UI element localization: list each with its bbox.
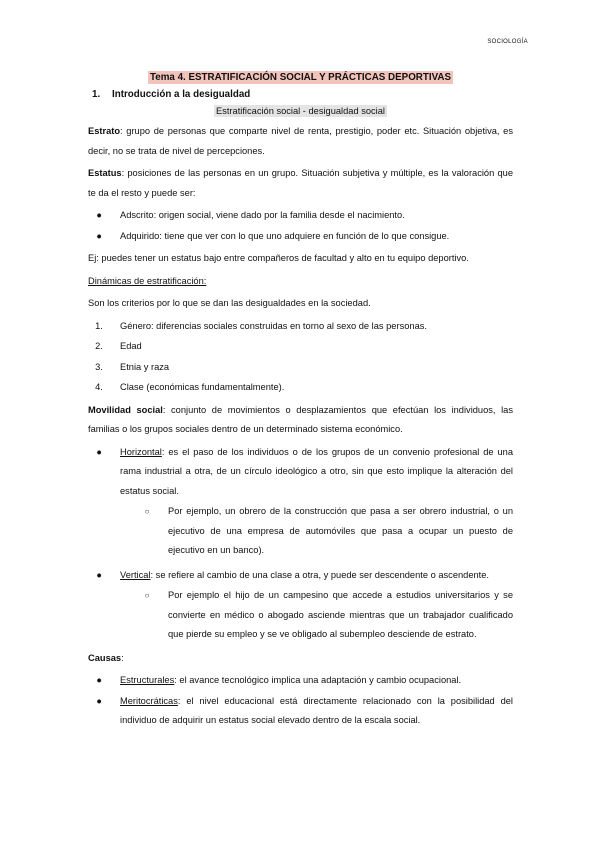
list-item: 4. Clase (económicas fundamentalmente).: [95, 382, 285, 392]
bullet-icon: ●: [96, 446, 102, 457]
estatus-paragraph: Estatus: posiciones de las personas en un grupo. Situación subjetiva y múltiple, es la valoración que te da el resto y puede ser:: [88, 168, 513, 198]
list-item: ● Adscrito: origen social, viene dado por la familia desde el nacimiento.: [88, 206, 513, 226]
list-item: ○ Por ejemplo, un obrero de la construcción que pasa a ser obrero industrial, o un ejecutivo de una empresa de automóviles que pasa a ocupar un puesto de ejecutivo en un banco).: [88, 502, 513, 561]
dinamicas-intro: Son los criterios por lo que se dan las desigualdades en la sociedad.: [88, 298, 371, 308]
list-item: ● Vertical: se refiere al cambio de una clase a otra, y puede ser descendente o ascendente.: [88, 566, 513, 586]
list-item: ● Meritocráticas: el nivel educacional está directamente relacionado con la posibilidad del individuo de adquirir un estatus social elevado dentro de la escala social.: [88, 692, 513, 731]
list-item: 1. Género: diferencias sociales construidas en torno al sexo de las personas.: [95, 320, 427, 331]
section-heading: 1. Introducción a la desigualdad: [92, 89, 251, 100]
bullet-icon: ●: [96, 230, 102, 241]
document-title: Tema 4. ESTRATIFICACIÓN SOCIAL Y PRÁCTICAS DEPORTIVAS: [149, 72, 452, 83]
list-item: ○ Por ejemplo el hijo de un campesino que accede a estudios universitarios y se convierte en médico o abogado asciende mientras que un trabajador cualificado que pierde su empleo y se ve obligado al subempleo desciende de estrato.: [88, 586, 513, 645]
bullet-icon: ●: [96, 210, 102, 220]
bullet-icon: ●: [96, 569, 102, 580]
dinamicas-list: [88, 317, 513, 398]
example-paragraph: Ej: puedes tener un estatus bajo entre compañeros de facultad y alto en tu equipo deportivo.: [88, 253, 469, 263]
list-item: ● Horizontal: es el paso de los individuos o de los grupos de un convenio profesional de una rama industrial a otra, de un círculo ideológico a otro, sin que esto implique la alteración del estatus social.: [88, 443, 513, 502]
causas-heading: Causas:: [88, 652, 124, 663]
estrato-paragraph: Estrato: grupo de personas que comparte nivel de renta, prestigio, poder etc. Situación objetiva, es decir, no se trata de nivel de percepciones.: [88, 126, 513, 156]
circle-bullet-icon: ○: [144, 591, 150, 600]
causas-list: [88, 671, 513, 731]
movilidad-list: [88, 443, 513, 645]
estatus-list: [88, 206, 513, 246]
movilidad-paragraph: Movilidad social: conjunto de movimientos o desplazamientos que efectúan los individuos, las familias o los grupos sociales dentro de un determinado sistema económico.: [88, 404, 513, 434]
bullet-icon: ●: [96, 675, 102, 685]
document-body: [88, 72, 513, 734]
bullet-icon: ●: [96, 695, 102, 706]
list-item: ● Estructurales: el avance tecnológico implica una adaptación y cambio ocupacional.: [88, 671, 513, 691]
page-header: SOCIOLOGÍA: [487, 39, 528, 45]
dinamicas-heading: Dinámicas de estratificación:: [88, 275, 207, 286]
list-item: ● Adquirido: tiene que ver con lo que uno adquiere en función de lo que consigue.: [88, 227, 513, 247]
subtitle: Estratificación social - desigualdad social: [216, 106, 385, 116]
list-item: 3. Etnia y raza: [95, 361, 170, 372]
list-item: 2. Edad: [95, 341, 142, 351]
circle-bullet-icon: ○: [144, 507, 150, 516]
